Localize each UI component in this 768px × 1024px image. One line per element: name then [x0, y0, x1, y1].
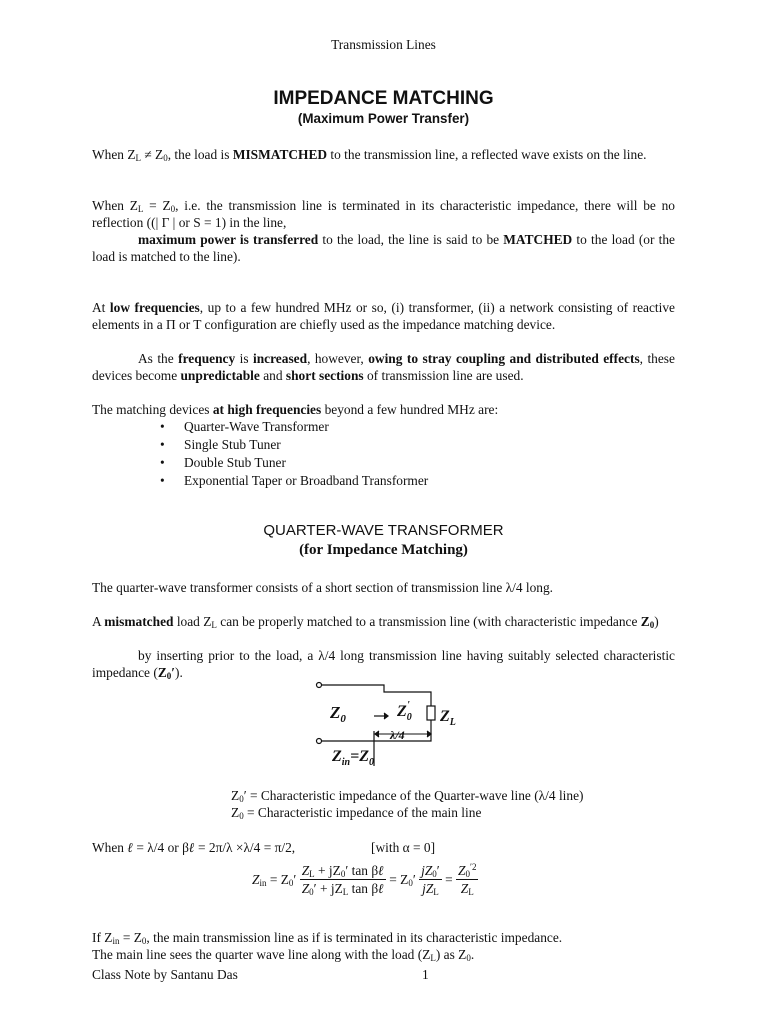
paragraph-mismatched: When $Z_L \ne Z_0$, the load is MISMATCHED to the transmission line, a reflected wave exists on the line. [92, 147, 647, 163]
label-z0: $Z_0$ [330, 703, 346, 725]
paragraph-zin-equals-z0: If $Z_{in} = Z_0$, the main transmission line as if is terminated in its characteristic impedance. [92, 930, 563, 946]
definition-z0: $Z_0$ = Characteristic impedance of the main line [231, 805, 482, 821]
page-title: IMPEDANCE MATCHING [273, 88, 494, 109]
list-item: • Single Stub Tuner [92, 436, 675, 454]
label-zin: $Z_{in}=Z_0$ [332, 748, 375, 768]
quarter-wave-circuit-diagram [306, 676, 466, 772]
input-impedance-formula: $Z_{in} = Z_0'$ $\frac{Z_L + jZ_0' \tan \beta\ell}{Z_0' + jZ_L \tan \beta\ell}$ = $Z_0'$ $\frac{jZ_0'}{jZ_L}$ = $\frac{Z_0^{'2}}{Z_L}$ [252, 862, 477, 897]
paragraph-max-power: maximum power is transferred to the load, the line is said to be MATCHED to the load (or the load is matched to the line). [92, 232, 675, 264]
footer-author: Class Note by Santanu Das [92, 967, 238, 982]
list-item: • Quarter-Wave Transformer [92, 418, 675, 436]
formula-fraction-3: $\frac{Z_0^{'2}}{Z_L}$ [458, 862, 477, 897]
paragraph-quarter-wave-intro: The quarter-wave transformer consists of a short section of transmission line λ/4 long. [92, 580, 554, 595]
load-resistor [427, 706, 435, 720]
paragraph-inserting: by inserting prior to the load, a λ/4 long transmission line having suitably selected characteristic impedance $(Z_0')$. [92, 648, 675, 681]
formula-fraction-1: $\frac{Z_L + jZ_0' \tan \beta\ell}{Z_0' + jZ_L \tan \beta\ell}$ [301, 863, 384, 897]
paragraph-high-frequency-devices: The matching devices at high frequencies beyond a few hundred MHz are: [92, 402, 499, 417]
label-z0-prime: $Z_0'$ [397, 699, 412, 723]
label-lambda: λ/4 [390, 728, 405, 742]
paragraph-low-frequencies: At low frequencies, up to a few hundred MHz or so, (i) transformer, (ii) a network consisting of reactive elements in a Π or T configuration are chiefly used as the impedance matching device. [92, 300, 675, 332]
page-number: 1 [422, 967, 429, 982]
matching-devices-list [92, 418, 675, 490]
label-zl: $Z_L$ [440, 708, 456, 728]
page-subtitle: (Maximum Power Transfer) [297, 111, 470, 126]
definition-z0-prime: $Z_0'$ = Characteristic impedance of the Quarter-wave line (λ/4 line) [231, 788, 584, 804]
paragraph-main-line-sees: The main line sees the quarter wave line along with the load $(Z_L)$ as $Z_0$. [92, 947, 475, 963]
terminal-bottom-left [317, 739, 322, 744]
section-subtitle: (for Impedance Matching) [299, 542, 468, 558]
formula-fraction-2: $\frac{jZ_0'}{jZ_L}$ [421, 863, 440, 897]
paragraph-matched-condition: When $Z_L = Z_0$, i.e. the transmission line is terminated in its characteristic impedance, there will be no reflection ((| Γ | or S = 1) in the line, [92, 198, 675, 230]
paragraph-frequency-increased: As the frequency is increased, however, owing to stray coupling and distributed effects, these devices become unpredictable and short sections of transmission line are used. [92, 351, 675, 383]
condition-line: When ℓ = λ/4 or βℓ = 2π/λ ×λ/4 = π/2, [with α = 0] [92, 840, 436, 855]
page [92, 0, 675, 1024]
list-item: • Double Stub Tuner [92, 454, 675, 472]
terminal-top-left [317, 683, 322, 688]
bottom-conductor [322, 720, 432, 741]
running-header: Transmission Lines [331, 37, 436, 52]
page-footer [92, 966, 675, 983]
list-item: • Exponential Taper or Broadband Transformer [92, 472, 675, 490]
paragraph-mismatched-load: A mismatched load $Z_L$ can be properly matched to a transmission line (with characteristic impedance $Z_0$) [92, 614, 659, 630]
section-title: QUARTER-WAVE TRANSFORMER [263, 522, 504, 539]
